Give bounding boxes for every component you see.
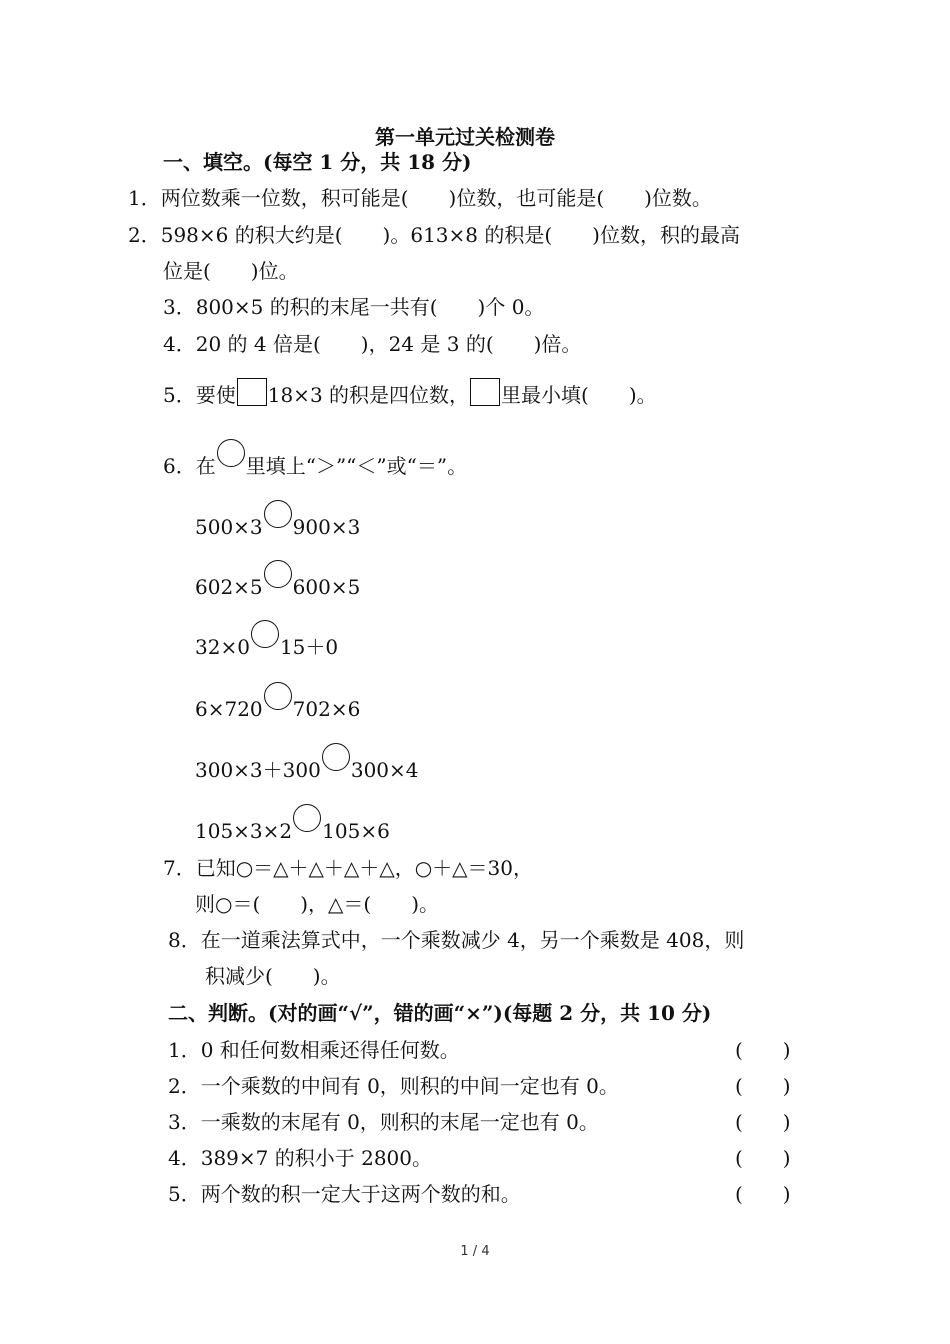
answer-paren[interactable]: ( )	[735, 1038, 791, 1062]
answer-paren[interactable]: ( )	[735, 1146, 791, 1170]
compare-item	[195, 682, 360, 723]
compare-left: 105×3×2	[195, 819, 293, 843]
question-2-line2: 位是( )位。	[163, 259, 299, 283]
question-8-line2: 积减少( )。	[205, 964, 341, 988]
circle-blank[interactable]	[264, 560, 292, 588]
question-6	[163, 439, 467, 480]
question-3: 3．800×5 的积的末尾一共有( )个 0。	[163, 295, 545, 319]
section2-heading: 二、判断。(对的画“√”，错的画“×”)(每题 2 分，共 10 分)	[168, 1001, 712, 1025]
question-1: 1．两位数乘一位数，积可能是( )位数，也可能是( )位数。	[128, 186, 712, 210]
page-number: 1 / 4	[460, 1244, 490, 1259]
question-5-middle: 18×3 的积是四位数，	[267, 383, 470, 407]
compare-left: 300×3＋300	[195, 758, 321, 782]
circle-blank[interactable]	[264, 682, 292, 710]
section1-heading: 一、填空。(每空 1 分，共 18 分)	[163, 150, 472, 174]
compare-item	[195, 743, 419, 784]
compare-left: 6×720	[195, 697, 263, 721]
answer-paren[interactable]: ( )	[735, 1182, 791, 1206]
blank-box[interactable]	[237, 378, 267, 406]
page-title: 第一单元过关检测卷	[375, 125, 555, 149]
question-6-suffix: 里填上“＞”“＜”或“＝”。	[245, 454, 468, 478]
compare-right: 600×5	[292, 575, 361, 599]
compare-left: 32×0	[195, 635, 250, 659]
compare-item	[195, 804, 390, 845]
compare-item	[195, 560, 360, 601]
compare-right: 900×3	[292, 515, 361, 539]
circle-blank[interactable]	[322, 743, 350, 771]
judge-item-5: 5．两个数的积一定大于这两个数的和。	[168, 1182, 521, 1206]
compare-right: 300×4	[350, 758, 419, 782]
question-2-line1: 2．598×6 的积大约是( )。613×8 的积是( )位数，积的最高	[128, 223, 740, 247]
question-5	[163, 378, 657, 409]
judge-item-3: 3．一乘数的末尾有 0，则积的末尾一定也有 0。	[168, 1110, 599, 1134]
compare-item	[195, 620, 338, 661]
compare-item	[195, 500, 360, 541]
question-8-line1: 8．在一道乘法算式中，一个乘数减少 4，另一个乘数是 408，则	[168, 928, 745, 952]
judge-item-1: 1．0 和任何数相乘还得任何数。	[168, 1038, 460, 1062]
question-7-line2: 则○＝( )，△＝( )。	[195, 892, 440, 916]
question-6-prefix: 6．在	[163, 454, 216, 478]
compare-left: 602×5	[195, 575, 263, 599]
circle-blank[interactable]	[251, 620, 279, 648]
blank-box[interactable]	[470, 378, 500, 406]
question-5-suffix: 里最小填( )。	[501, 383, 657, 407]
answer-paren[interactable]: ( )	[735, 1110, 791, 1134]
circle-blank[interactable]	[293, 804, 321, 832]
compare-right: 15＋0	[279, 635, 339, 659]
question-4: 4．20 的 4 倍是( )，24 是 3 的( )倍。	[163, 332, 582, 356]
question-7-line1: 7．已知○＝△＋△＋△＋△，○＋△＝30，	[163, 856, 533, 880]
circle-blank[interactable]	[264, 500, 292, 528]
judge-item-2: 2．一个乘数的中间有 0，则积的中间一定也有 0。	[168, 1074, 619, 1098]
compare-left: 500×3	[195, 515, 263, 539]
circle-blank[interactable]	[217, 439, 245, 467]
compare-right: 702×6	[292, 697, 361, 721]
judge-item-4: 4．389×7 的积小于 2800。	[168, 1146, 432, 1170]
question-5-prefix: 5．要使	[163, 383, 236, 407]
compare-right: 105×6	[322, 819, 390, 843]
answer-paren[interactable]: ( )	[735, 1074, 791, 1098]
